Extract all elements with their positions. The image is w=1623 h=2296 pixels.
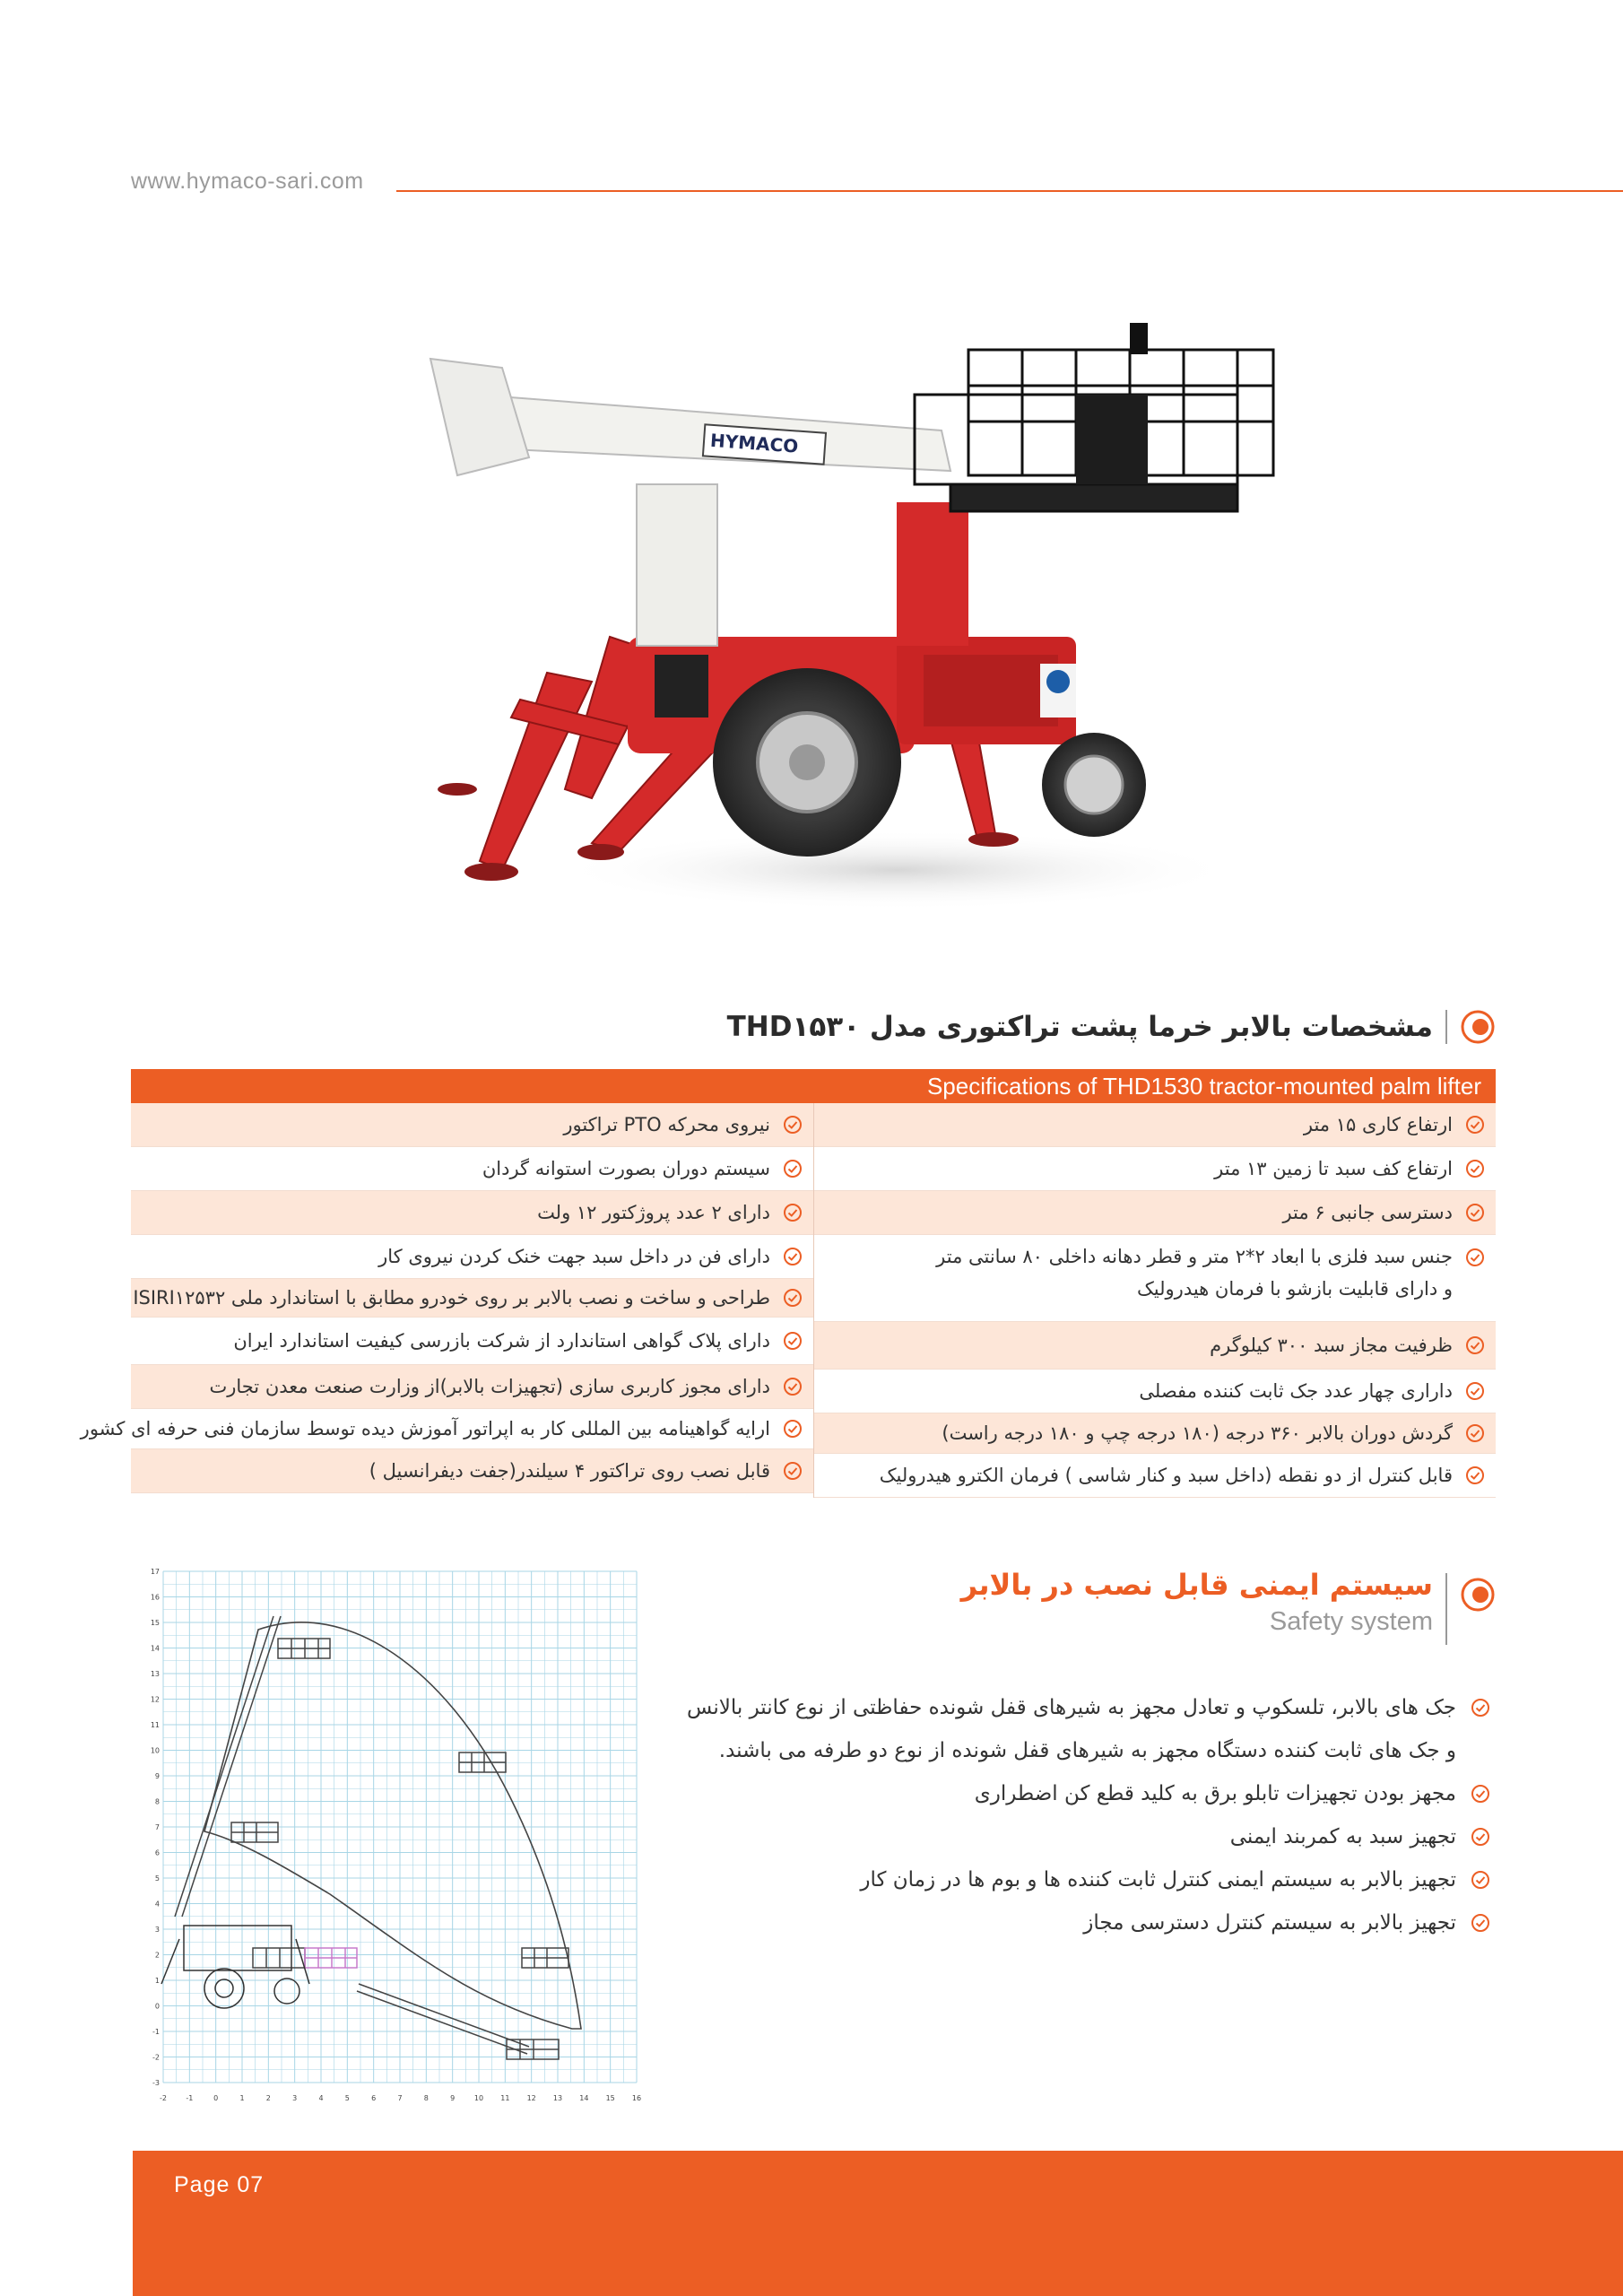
safety-text: تجهیز سبد به کمربند ایمنی [1229,1825,1456,1848]
spec-row [131,1147,813,1191]
check-circle-icon [783,1203,803,1222]
spec-text: قابل کنترل از دو نقطه (داخل سبد و کنار شاسی ) فرمان الکترو هیدرولیک [879,1465,1453,1486]
y-tick-label: 11 [150,1721,160,1729]
target-icon [1460,1577,1496,1613]
spec-row [814,1103,1496,1147]
y-tick-label: 4 [154,1900,160,1909]
safety-heading [961,1568,1496,1645]
spec-text: و دارای قابلیت بازشو با فرمان هیدرولیک [1137,1278,1453,1300]
x-tick-label: 11 [500,2094,510,2102]
safety-text: مجهز بودن تجهیزات تابلو برق به کلید قطع کن اضطراری [974,1782,1456,1805]
check-circle-icon [1471,1698,1490,1718]
y-tick-label: 9 [154,1772,160,1780]
spec-row [814,1147,1496,1191]
spec-row [814,1191,1496,1235]
basket-outline-highlight [305,1948,357,1968]
y-tick-label: 15 [150,1619,160,1627]
check-circle-icon [783,1377,803,1396]
list-item [612,1686,1490,1772]
check-circle-icon [1465,1335,1485,1355]
safety-text: تجهیز بالابر به سیستم ایمنی کنترل ثابت کننده ها و بوم ها در زمان کار [860,1868,1456,1892]
y-tick-label: 5 [154,1874,160,1883]
spec-text: ارایه گواهینامه بین المللی کار به اپراتور آموزش دیده توسط سازمان فنی حرفه ای کشور [80,1418,770,1439]
spec-text: جنس سبد فلزی با ابعاد ۲*۲ متر و قطر دهانه داخلی ۸۰ سانتی متر [936,1246,1453,1267]
check-circle-icon [1471,1913,1490,1933]
x-tick-label: 12 [526,2094,536,2102]
check-circle-icon [1471,1784,1490,1804]
heading-divider [1445,1573,1447,1645]
check-circle-icon [783,1115,803,1135]
spec-row [814,1322,1496,1370]
y-tick-label: 12 [150,1695,160,1704]
spec-text: داراری چهار عدد جک ثابت کننده مفصلی [1139,1380,1453,1402]
boom-line [182,1616,281,1917]
working-range-diagram [152,1562,655,2109]
check-circle-icon [1465,1203,1485,1222]
y-tick-labels [151,1568,160,2087]
foot-pad [438,783,477,796]
x-tick-label: 6 [371,2094,377,2102]
spec-heading [727,1004,1496,1049]
spec-row [131,1365,813,1409]
foot-pad [577,844,624,860]
spec-text: دارای فن در داخل سبد جهت خنک کردن نیروی کار [378,1246,770,1267]
spec-text: ارتفاع کاری ۱۵ متر [1303,1114,1453,1135]
slew-column [637,484,717,646]
y-tick-label: 10 [150,1746,160,1755]
y-tick-label: -1 [152,2028,160,2036]
y-tick-label: 7 [154,1823,160,1831]
spec-text: دارای پلاک گواهی استاندارد از شرکت بازرسی کیفیت استاندارد ایران [233,1330,770,1352]
x-tick-label: 10 [473,2094,484,2102]
spec-column-right [813,1103,1496,1498]
boom-logo: HYMACO [709,429,800,457]
spec-row [131,1318,813,1365]
tractor-sketch [161,1926,309,2008]
header-rule [396,190,1623,192]
spec-column-left [80,1103,813,1498]
spec-row [814,1413,1496,1454]
check-circle-icon [1471,1870,1490,1890]
check-circle-icon [783,1288,803,1308]
list-item [612,1772,1490,1815]
spec-row [131,1191,813,1235]
heading-divider [1445,1010,1447,1044]
x-tick-label: 16 [631,2094,642,2102]
foot-pad [968,832,1019,847]
x-tick-label: 14 [579,2094,589,2102]
check-circle-icon [1465,1423,1485,1443]
safety-text: جک های بالابر، تلسکوپ و تعادل مجهز به شیرهای قفل شونده حفاظتی از نوع کانتر بالانس [687,1696,1456,1719]
safety-list [612,1686,1490,1944]
spec-band: Specifications of THD1530 tractor-mounted palm lifter [131,1069,1496,1103]
front-rim [1065,756,1123,813]
x-tick-label: 1 [239,2094,245,2102]
check-circle-icon [1471,1827,1490,1847]
y-tick-label: 8 [154,1797,160,1806]
y-tick-label: 17 [150,1568,160,1576]
y-tick-label: 13 [150,1670,160,1678]
check-circle-icon [783,1419,803,1439]
y-tick-label: 3 [154,1926,160,1934]
check-circle-icon [783,1331,803,1351]
x-tick-label: 0 [213,2094,219,2102]
x-tick-label: 7 [397,2094,403,2102]
check-circle-icon [1465,1115,1485,1135]
y-tick-label: 16 [150,1593,160,1602]
check-circle-icon [1465,1159,1485,1178]
list-item [612,1858,1490,1901]
x-tick-label: 5 [344,2094,350,2102]
safety-subtitle: Safety system [1269,1607,1433,1636]
projector [1130,323,1148,354]
spec-title: مشخصات بالابر خرما پشت تراکتوری مدل THD۱۵۳۰ [726,1011,1433,1043]
x-tick-label: 13 [552,2094,563,2102]
check-circle-icon [1465,1465,1485,1485]
spec-row [131,1103,813,1147]
check-circle-icon [1465,1248,1485,1267]
x-tick-labels [160,2094,641,2102]
spec-row [814,1370,1496,1413]
spec-row [131,1449,813,1493]
check-circle-icon [783,1247,803,1266]
spec-text: قابل نصب روی تراکتور ۴ سیلندر(جفت دیفرانسیل ) [369,1460,770,1482]
list-item [612,1815,1490,1858]
target-icon [1460,1009,1496,1045]
spec-text: ظرفیت مجاز سبد ۳۰۰ کیلوگرم [1210,1335,1453,1356]
safety-title: سیستم ایمنی قابل نصب در بالابر [960,1568,1433,1602]
boom-arm [430,359,529,475]
footer-band [133,2151,1623,2296]
x-tick-label: 4 [318,2094,324,2102]
spec-text: ارتفاع کف سبد تا زمین ۱۳ متر [1214,1158,1453,1179]
check-circle-icon [1465,1381,1485,1401]
spec-row [131,1235,813,1279]
check-circle-icon [783,1461,803,1481]
product-photo [395,296,1363,1013]
x-tick-label: 8 [423,2094,429,2102]
foot-pad [464,863,518,881]
safety-text: و جک های ثابت کننده دستگاه مجهز به شیرهای قفل شونده از نوع دو طرفه می باشند. [718,1739,1456,1762]
page-number: Page 07 [174,2172,265,2197]
y-tick-label: 14 [150,1644,160,1653]
list-item [612,1901,1490,1944]
spec-text: نیروی محرکه PTO تراکتور [563,1114,770,1135]
spec-row [80,1409,813,1449]
x-tick-label: -2 [160,2094,167,2102]
spec-row [814,1454,1496,1498]
spec-row [814,1235,1496,1322]
operator-seat [1076,395,1148,484]
y-tick-label: 2 [154,1951,160,1960]
x-tick-label: 9 [450,2094,456,2102]
y-tick-label: -3 [152,2079,160,2087]
x-tick-label: 3 [292,2094,298,2102]
x-tick-label: 15 [605,2094,615,2102]
spec-table [80,1069,1496,1498]
y-tick-label: 6 [154,1848,160,1857]
spec-text: گردش دوران بالابر ۳۶۰ درجه (۱۸۰ درجه چپ و ۱۸۰ درجه راست) [942,1422,1453,1444]
y-tick-label: -2 [152,2053,160,2062]
spec-text: سیستم دوران بصورت استوانه گردان [482,1158,770,1179]
x-tick-label: 2 [265,2094,271,2102]
spec-text: طراحی و ساخت و نصب بالابر بر روی خودرو مطابق با استاندارد ملی ISIRI۱۲۵۳۲ [133,1287,770,1309]
site-url[interactable]: www.hymaco-sari.com [131,169,364,194]
spec-text: دارای مجوز کاربری سازی (تجهیزات بالابر)از وزارت صنعت معدن تجارت [209,1376,770,1397]
y-tick-label: 0 [154,2002,160,2011]
spec-row [131,1279,813,1318]
x-tick-label: -1 [186,2094,194,2102]
check-circle-icon [783,1159,803,1178]
y-tick-label: 1 [154,1977,160,1985]
ground-shadow [556,830,1237,910]
safety-text: تجهیز بالابر به سیستم کنترل دسترسی مجاز [1083,1911,1456,1935]
spec-text: دسترسی جانبی ۶ متر [1282,1202,1453,1223]
spec-text: دارای ۲ عدد پروژکتور ۱۲ ولت [537,1202,770,1223]
